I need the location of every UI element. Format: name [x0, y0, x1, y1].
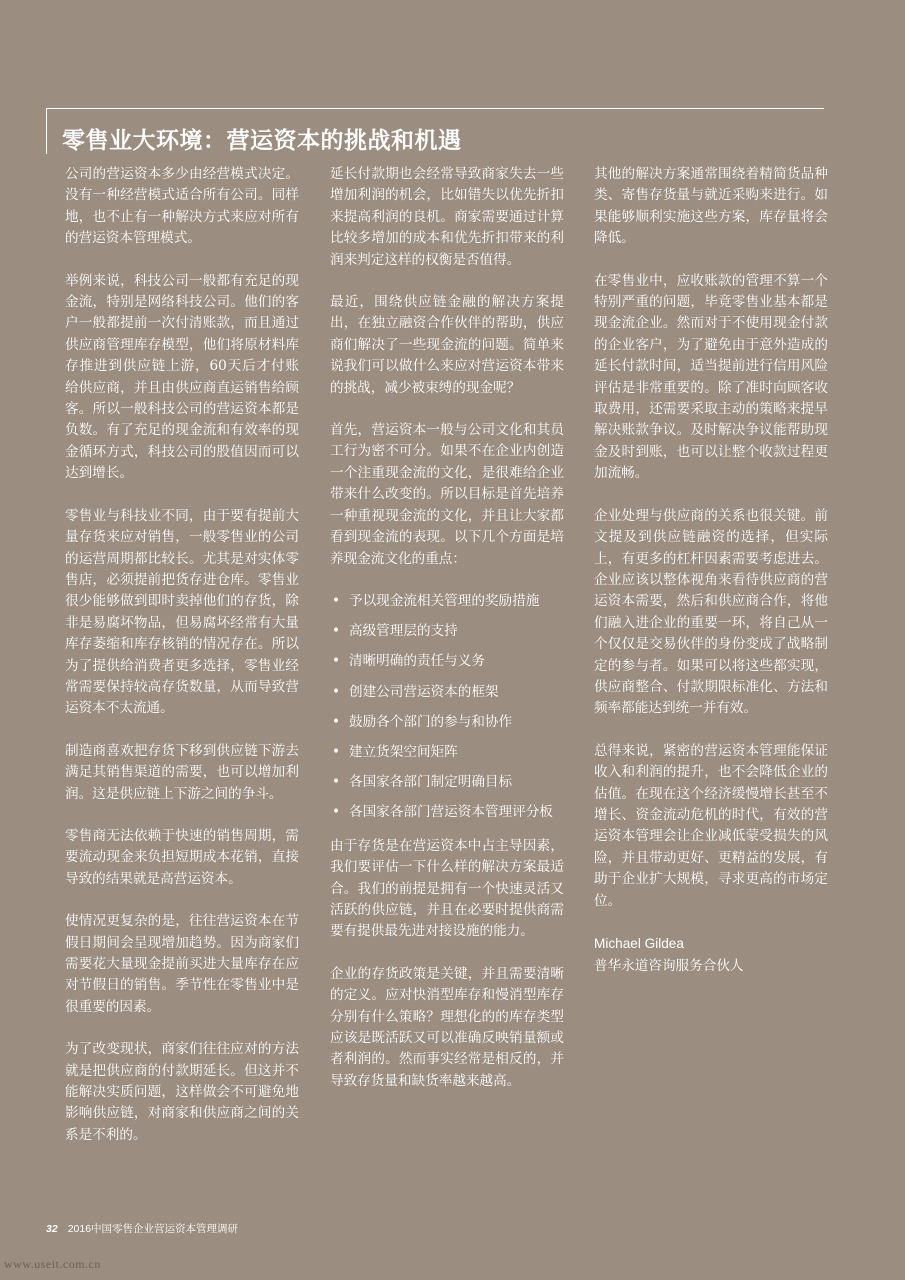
paragraph: 零售商无法依赖于快速的销售周期，需要流动现金来负担短期成本花销，直接导致的结果就是高营运资本。 [65, 827, 299, 887]
bullet-icon: • [332, 623, 341, 640]
list-item [330, 712, 564, 733]
paragraph: 举例来说，科技公司一般都有充足的现金流，特别是网络科技公司。他们的客户一般都提前一次付清账款，而且通过供应商管理库存模型，他们将原材料库存推进到供应链上游，60天后才付账给供应商，并且由供应商直运销售给顾客。所以一般科技公司的营运资本都是负数。有了充足的现金流和有效率的现金循环方式，科技公司的股值因而可以达到增长。 [65, 272, 299, 482]
author-name: Michael Gildea [594, 936, 684, 951]
bullet-icon: • [332, 804, 341, 821]
list-item [330, 621, 564, 642]
paragraph: 最近，围绕供应链金融的解决方案提出，在独立融资合作伙伴的帮助，供应商们解决了一些现金流的问题。简单来说我们可以做什么来应对营运资本带来的挑战，减少被束缚的现金呢？ [330, 294, 564, 396]
bullet-icon: • [332, 713, 341, 730]
list-item [330, 802, 564, 823]
list-item-text: 清晰明确的责任与义务 [349, 653, 485, 670]
list-item [330, 772, 564, 793]
title-rule-horizontal [46, 108, 824, 109]
page-title: 零售业大环境：营运资本的挑战和机遇 [62, 127, 462, 154]
author-role: 普华永道咨询服务合伙人 [594, 958, 744, 974]
list-item-text: 鼓励各个部门的参与和协作 [349, 713, 513, 730]
paragraph: 为了改变现状，商家们往往应对的方法就是把供应商的付款期延长。但这并不能解决实质问题，这样做会不可避免地影响供应链，对商家和供应商之间的关系是不利的。 [65, 1041, 299, 1143]
paragraph: 由于存货是在营运资本中占主导因素，我们要评估一下什么样的解决方案最适合。我们的前提是拥有一个快速灵活又活跃的供应链，并且在必要时提供商需要有提供最先进对接设施的能力。 [330, 837, 564, 940]
watermark: www.useit.com.cn [4, 1257, 101, 1271]
paragraph: 企业处理与供应商的关系也很关键。前文提及到供应链融资的选择，但实际上，有更多的杠杆因素需要考虑进去。企业应该以整体视角来看待供应商的营运资本需要，然后和供应商合作，将他们融入进企业的重要一环，将自己从一个仅仅是交易伙伴的身份变成了战略制定的参与者。如果可以将这些都实现，供应商整合、付款期限标准化、方法和频率都能达到统一并有效。 [594, 507, 828, 717]
list-item-text: 建立货架空间矩阵 [349, 743, 458, 760]
paragraph: 总得来说，紧密的营运资本管理能保证收入和利润的提升，也不会降低企业的估值。在现在这个经济缓慢增长甚至不增长、资金流动危机的时代，有效的营运资本管理会让企业减低蒙受损失的风险，并且带动更好、更精益的发展，有助于企业扩大规模，寻求更高的市场定位。 [594, 742, 828, 909]
paragraph: 制造商喜欢把存货下移到供应链下游去满足其销售渠道的需要，也可以增加利润。这是供应链上下游之间的争斗。 [65, 742, 299, 802]
list-item [330, 742, 564, 763]
page-footer [46, 1221, 238, 1236]
paragraph: 企业的存货政策是关键，并且需要清晰的定义。应对快消型库存和慢消型库存分别有什么策略？理想化的的库存类型应该是既活跃又可以准确反映销量额或者利润的。然而事实经常是相反的，并导致存货量和缺货率越来越高。 [330, 965, 564, 1089]
list-item-text: 高级管理层的支持 [349, 623, 458, 640]
paragraph: 使情况更复杂的是，往往营运资本在节假日期间会呈现增加趋势。因为商家们需要花大量现金提前买进大量库存在应对节假日的销售。季节性在零售业中是很重要的因素。 [65, 913, 299, 1015]
column-3 [594, 164, 828, 977]
bullet-icon: • [332, 653, 341, 670]
list-item [330, 651, 564, 672]
title-rule-vertical [46, 108, 47, 154]
page-number: 32 [46, 1223, 58, 1235]
list-item-text: 予以现金流相关管理的奖励措施 [349, 592, 540, 609]
paragraph: 首先，营运资本一般与公司文化和其员工行为密不可分。如果不在企业内创造一个注重现金流的文化，是很难给企业带来什么改变的。所以目标是首先培养一种重视现金流的文化，并且让大家都看到现金流的表现。以下几个方面是培养现金流文化的重点： [330, 422, 564, 567]
list-item-text: 各国家各部门营运资本管理评分板 [349, 804, 553, 821]
paragraph: 零售业与科技业不同，由于要有提前大量存货来应对销售，一般零售业的公司的运营周期都比较长。尤其是对实体零售店，必须提前把货存进仓库。零售业很少能够做到即时卖掉他们的存货，除非是易腐坏物品，但易腐坏经常有大量库存萎缩和库存核销的情况存在。所以为了提供给消费者更多选择，零售业经常需要保持较高存货数量，从而导致营运资本不太流通。 [65, 507, 299, 717]
list-item-text: 创建公司营运资本的框架 [349, 683, 499, 700]
paragraph: 延长付款期也会经常导致商家失去一些增加利润的机会，比如错失以优先折扣来提高利润的良机。商家需要通过计算比较多增加的成本和优先折扣带来的利润来判定这样的权衡是否值得。 [330, 166, 564, 268]
paragraph: 其他的解决方案通常围绕着精简货品种类、寄售存货量与就近采购来进行。如果能够顺利实施这些方案，库存量将会降低。 [594, 166, 828, 247]
bullet-icon: • [332, 774, 341, 791]
list-item-text: 各国家各部门制定明确目标 [349, 774, 513, 791]
paragraph: 在零售业中，应收账款的管理不算一个特别严重的问题，毕竟零售业基本都是现金流企业。然而对于不使用现金付款的企业客户，为了避免由于意外造成的延长付款时间，适当提前进行信用风险评估是非常重要的。除了准时向顾客收取费用，还需要采取主动的策略来提早解决账款争议。及时解决争议能帮助现金及时到账，也可以让整个收款过程更加流畅。 [594, 272, 828, 482]
column-2 [330, 164, 564, 1113]
list-item [330, 682, 564, 703]
list-item [330, 591, 564, 612]
column-1 [65, 164, 299, 1167]
bullet-icon: • [332, 743, 341, 760]
bullet-icon: • [332, 592, 341, 609]
publication-title: 2016中国零售企业营运资本管理调研 [67, 1223, 239, 1235]
bullet-icon: • [332, 683, 341, 700]
paragraph: 公司的营运资本多少由经营模式决定。没有一种经营模式适合所有公司。同样地，也不止有一种解决方式来应对所有的营运资本管理模式。 [65, 166, 299, 247]
bullet-list [330, 591, 564, 824]
author-signature [594, 933, 828, 977]
